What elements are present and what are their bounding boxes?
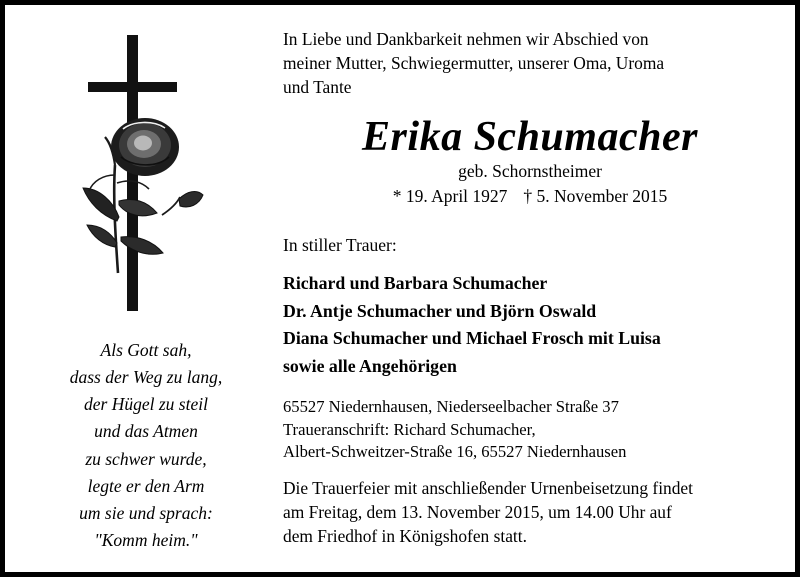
ceremony-line: Die Trauerfeier mit anschließender Urnenbeisetzung findet	[283, 477, 693, 498]
cross-and-rose-emblem	[41, 25, 251, 325]
address-line: Albert-Schweitzer-Straße 16, 65527 Niedernhausen	[283, 442, 627, 462]
birth-date: * 19. April 1927	[392, 186, 508, 207]
left-column	[21, 19, 271, 560]
mourning-label: In stiller Trauer:	[283, 235, 397, 256]
verse-line: dass der Weg zu lang,	[69, 367, 223, 388]
deceased-name: Erika Schumacher	[362, 114, 698, 161]
verse-block	[31, 337, 261, 554]
obituary-layout	[5, 5, 795, 572]
address-block	[283, 396, 777, 463]
survivor-line: Dr. Antje Schumacher und Björn Oswald	[283, 300, 597, 321]
ceremony-line: dem Friedhof in Königshofen statt.	[283, 525, 527, 546]
intro-text	[283, 27, 777, 99]
right-column	[271, 19, 777, 560]
intro-line: und Tante	[283, 77, 352, 98]
verse-line: um sie und sprach:	[79, 502, 213, 523]
verse-line: und das Atmen	[94, 421, 198, 442]
intro-line: meiner Mutter, Schwiegermutter, unserer Oma, Uroma	[283, 53, 665, 74]
verse-line: zu schwer wurde,	[85, 448, 207, 469]
intro-line: In Liebe und Dankbarkeit nehmen wir Abschied von	[283, 29, 649, 49]
verse-line: legte er den Arm	[87, 475, 205, 496]
ceremony-block	[283, 476, 777, 548]
ceremony-line: am Freitag, dem 13. November 2015, um 14.00 Uhr auf	[283, 501, 672, 522]
verse-line: Als Gott sah,	[100, 340, 192, 360]
address-line: Traueranschrift: Richard Schumacher,	[283, 419, 536, 439]
verse-line: "Komm heim."	[94, 529, 198, 550]
rose-bloom-icon	[111, 118, 179, 176]
death-date: † 5. November 2015	[523, 186, 668, 207]
address-line: 65527 Niedernhausen, Niederseelbacher Straße 37	[283, 397, 619, 417]
survivor-line: Richard und Barbara Schumacher	[283, 273, 548, 294]
verse-line: der Hügel zu steil	[84, 394, 208, 415]
maiden-name: geb. Schornstheimer	[458, 161, 602, 182]
survivor-line: Diana Schumacher und Michael Frosch mit Luisa	[283, 328, 661, 349]
survivors-list	[283, 270, 777, 380]
survivor-line: sowie alle Angehörigen	[283, 355, 457, 376]
life-dates	[283, 186, 777, 207]
